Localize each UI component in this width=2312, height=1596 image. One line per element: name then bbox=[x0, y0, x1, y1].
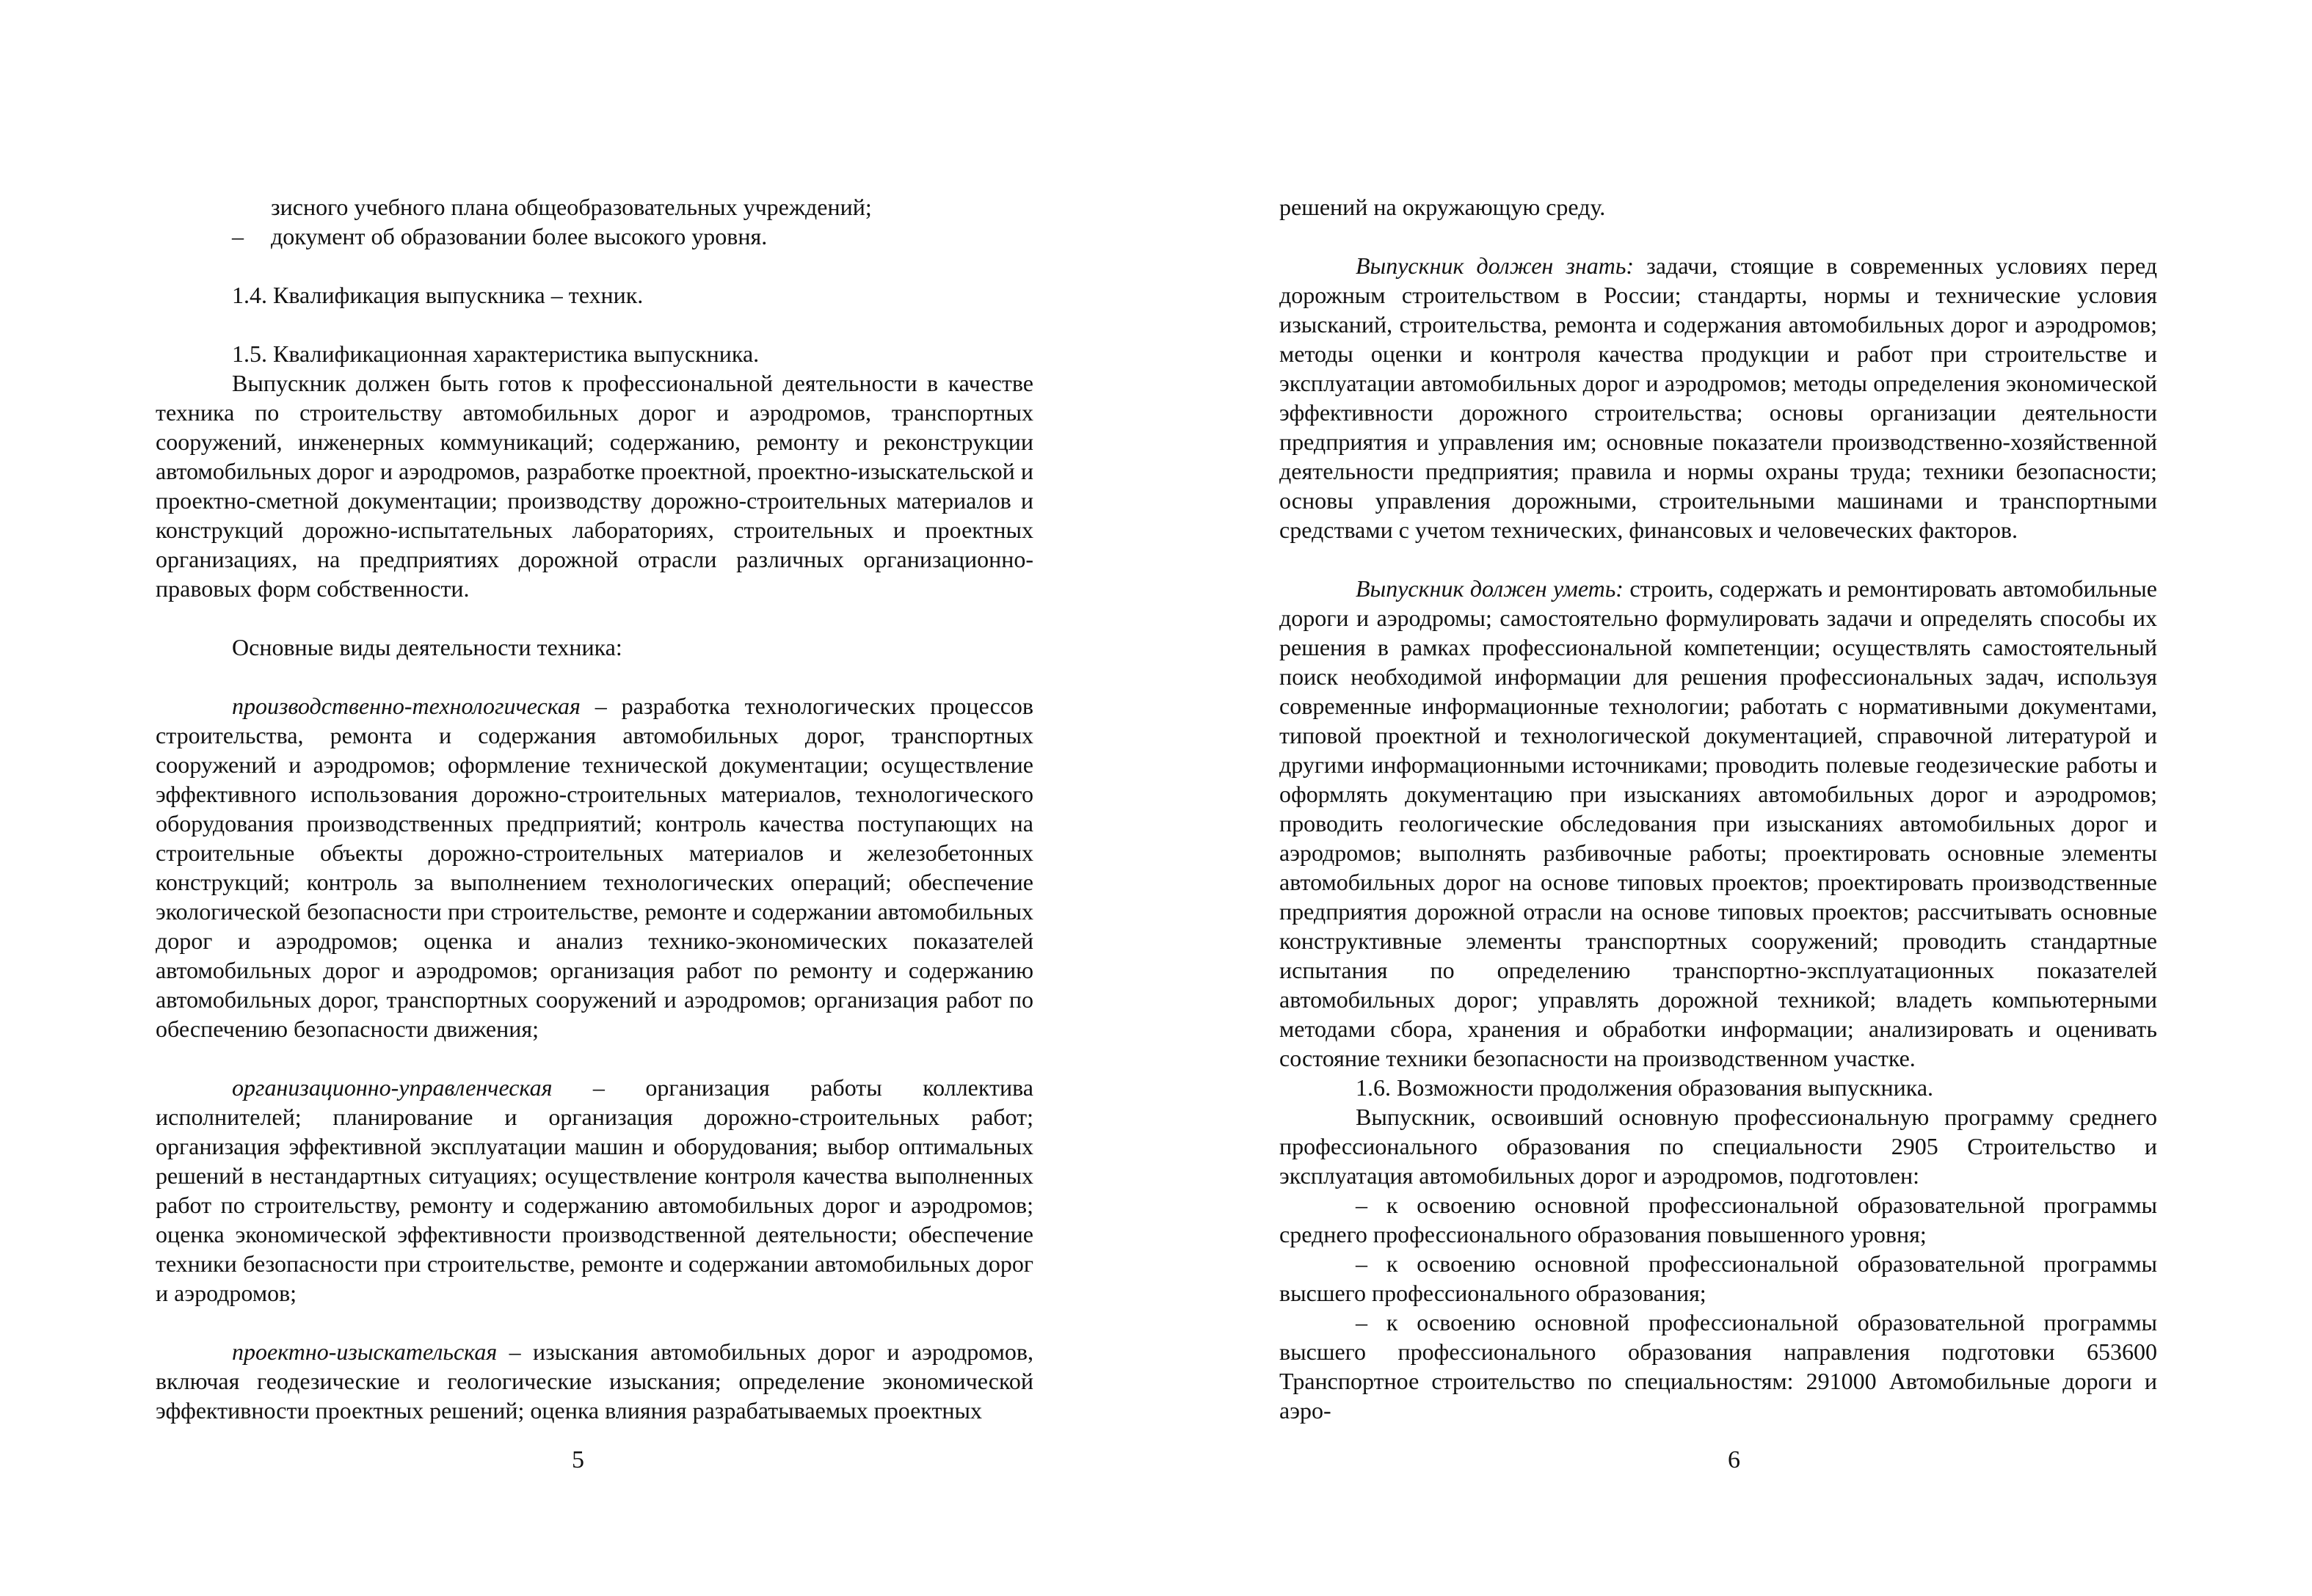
continue-option-1-text: к освоению основной профессиональной образовательной программы среднего профессионального образования повышенного уровня; bbox=[1279, 1192, 2157, 1247]
design-survey-activity-text: – изыскания автомобильных дорог и аэродромов, включая геодезические и геологические изыскания; определение экономической эффективности проектных решений; оценка влияния разрабатываемых проектных bbox=[156, 1338, 1033, 1424]
design-survey-activity-term: проектно-изыскательская bbox=[232, 1338, 498, 1365]
main-activities-heading: Основные виды деятельности техника: bbox=[232, 634, 622, 660]
dash-marker: – bbox=[1356, 1192, 1367, 1218]
section-1-6-heading: 1.6. Возможности продолжения образования выпускника. bbox=[1356, 1074, 1934, 1101]
section-1-5-heading: 1.5. Квалификационная характеристика выпускника. bbox=[232, 340, 760, 367]
left-line-continuation: зисного учебного плана общеобразовательных учреждений; bbox=[271, 194, 872, 220]
spacer bbox=[1279, 222, 2157, 251]
production-activity-text: – разработка технологических процессов строительства, ремонта и содержания автомобильных дорог, транспортных сооружений и аэродромов; оформление технической документации; осуществление эффективного использования дорожно-строительных материалов, технологического оборудования производственных предприятий; контроль качества поступающих на строительные объекты дорожно-строительных материалов и железобетонных конструкций; контроль за выполнением технологических операций; обеспечение экологической безопасности при строительстве, ремонте и содержании автомобильных дорог и аэродромов; оценка и анализ технико-экономических показателей автомобильных дорог и аэродромов; организация работ по ремонту и содержанию автомобильных дорог, транспортных сооружений и аэродромов; организация работ по обеспечению безопасности движения; bbox=[156, 693, 1033, 1042]
graduate-skills-term: Выпускник должен уметь: bbox=[1356, 575, 1624, 602]
right-page bbox=[1156, 0, 2312, 1596]
left-dash-item bbox=[156, 222, 1033, 251]
section-1-4-heading: 1.4. Квалификация выпускника – техник. bbox=[232, 282, 644, 308]
dash-marker: – bbox=[232, 223, 244, 249]
left-dash-item-text: документ об образовании более высокого уровня. bbox=[271, 223, 768, 249]
graduate-skills-text: строить, содержать и ремонтировать автомобильные дороги и аэродромы; самостоятельно формулировать задачи и определять способы их решения в рамках профессиональной компетенции; осуществлять самостоятельный поиск необходимой информации для решения профессиональных задач, используя современные информационные технологии; работать с нормативными документами, типовой проектной и технологической документацией, справочной литературой и другими информационными источниками; проводить полевые геодезические работы и оформлять документацию при изысканиях автомобильных дорог и аэродромов; проводить геологические обследования при изысканиях автомобильных дорог и аэродромов; выполнять разбивочные работы; проектировать основные элементы автомобильных дорог на основе типовых проектов; проектировать производственные предприятия дорожной отрасли на основе типовых проектов; рассчитывать основные конструктивные элементы транспортных сооружений; проводить стандартные испытания по определению транспортно-эксплуатационных показателей автомобильных дорог; управлять дорожной техникой; владеть компьютерными методами сбора, хранения и обработки информации; анализировать и оценивать состояние техники безопасности на производственном участке. bbox=[1279, 575, 2158, 1071]
continue-education-paragraph: Выпускник, освоивший основную профессиональную программу среднего профессионального образования по специальности 2905 Строительство и эксплуатация автомобильных дорог и аэродромов, подготовлен: bbox=[1279, 1104, 2157, 1189]
management-activity-text: – организация работы коллектива исполнителей; планирование и организация дорожно-строительных работ; организация эффективной эксплуатации машин и оборудования; выбор оптимальных решений в нестандартных ситуациях; осуществление контроля качества выполненных работ по строительству, ремонту и содержанию автомобильных дорог и аэродромов; оценка экономической эффективности производственной деятельности; обеспечение техники безопасности при строительстве, ремонте и содержании автомобильных дорог и аэродромов; bbox=[156, 1074, 1033, 1306]
spacer bbox=[156, 251, 1033, 280]
spacer bbox=[156, 310, 1033, 339]
graduate-skills-paragraph bbox=[1279, 574, 2157, 1073]
graduate-knowledge-term: Выпускник должен знать: bbox=[1356, 252, 1635, 279]
management-activity-term: организационно-управленческая bbox=[232, 1074, 553, 1101]
page-number-6: 6 bbox=[1728, 1446, 1740, 1473]
left-page-text bbox=[156, 192, 1033, 1425]
design-survey-activity-paragraph bbox=[156, 1337, 1033, 1425]
continue-option-3 bbox=[1279, 1308, 2157, 1425]
graduate-readiness-paragraph: Выпускник должен быть готов к профессиональной деятельности в качестве техника по строительству автомобильных дорог и аэродромов, транспортных сооружений, инженерных коммуникаций; содержанию, ремонту и реконструкции автомобильных дорог и аэродромов, разработке проектной, проектно-изыскательской и проектно-сметной документации; производству дорожно-строительных материалов и конструкций дорожно-испытательных лабораториях, строительных и проектных организациях, на предприятиях дорожной отрасли различных организационно-правовых форм собственности. bbox=[156, 370, 1033, 602]
continue-option-2 bbox=[1279, 1249, 2157, 1308]
management-activity-paragraph bbox=[156, 1073, 1033, 1308]
graduate-knowledge-paragraph bbox=[1279, 251, 2157, 544]
spacer bbox=[156, 603, 1033, 633]
spacer bbox=[156, 662, 1033, 691]
continue-option-3-text: к освоению основной профессиональной образовательной программы высшего профессионального образования направления подготовки 653600 Транспортное строительство по специальностям: 291000 Автомобильные дороги и аэро- bbox=[1279, 1309, 2157, 1424]
page-number-5: 5 bbox=[572, 1446, 584, 1473]
graduate-knowledge-text: задачи, стоящие в современных условиях перед дорожным строительством в России; стандарты, нормы и технические условия изысканий, строительства, ремонта и содержания автомобильных дорог и аэродромов; методы оценки и контроля качества продукции и работ при строительстве и эксплуатации автомобильных дорог и аэродромов; методы определения экономической эффективности дорожного строительства; основы организации деятельности предприятия и управления им; основные показатели производственно-хозяйственной деятельности предприятия; правила и нормы охраны труда; техники безопасности; основы управления дорожными, строительными машинами и транспортными средствами с учетом технических, финансовых и человеческих факторов. bbox=[1279, 252, 2158, 543]
spacer bbox=[156, 1308, 1033, 1337]
spacer bbox=[156, 1043, 1033, 1073]
dash-marker: – bbox=[1356, 1309, 1367, 1336]
production-activity-term: производственно-технологическая bbox=[232, 693, 581, 719]
spacer bbox=[1279, 544, 2157, 574]
right-line-continuation: решений на окружающую среду. bbox=[1279, 194, 1606, 220]
continue-option-1 bbox=[1279, 1190, 2157, 1249]
right-page-text bbox=[1279, 192, 2157, 1425]
dash-marker: – bbox=[1356, 1250, 1367, 1277]
production-activity-paragraph bbox=[156, 691, 1033, 1043]
continue-option-2-text: к освоению основной профессиональной образовательной программы высшего профессионального образования; bbox=[1279, 1250, 2157, 1306]
